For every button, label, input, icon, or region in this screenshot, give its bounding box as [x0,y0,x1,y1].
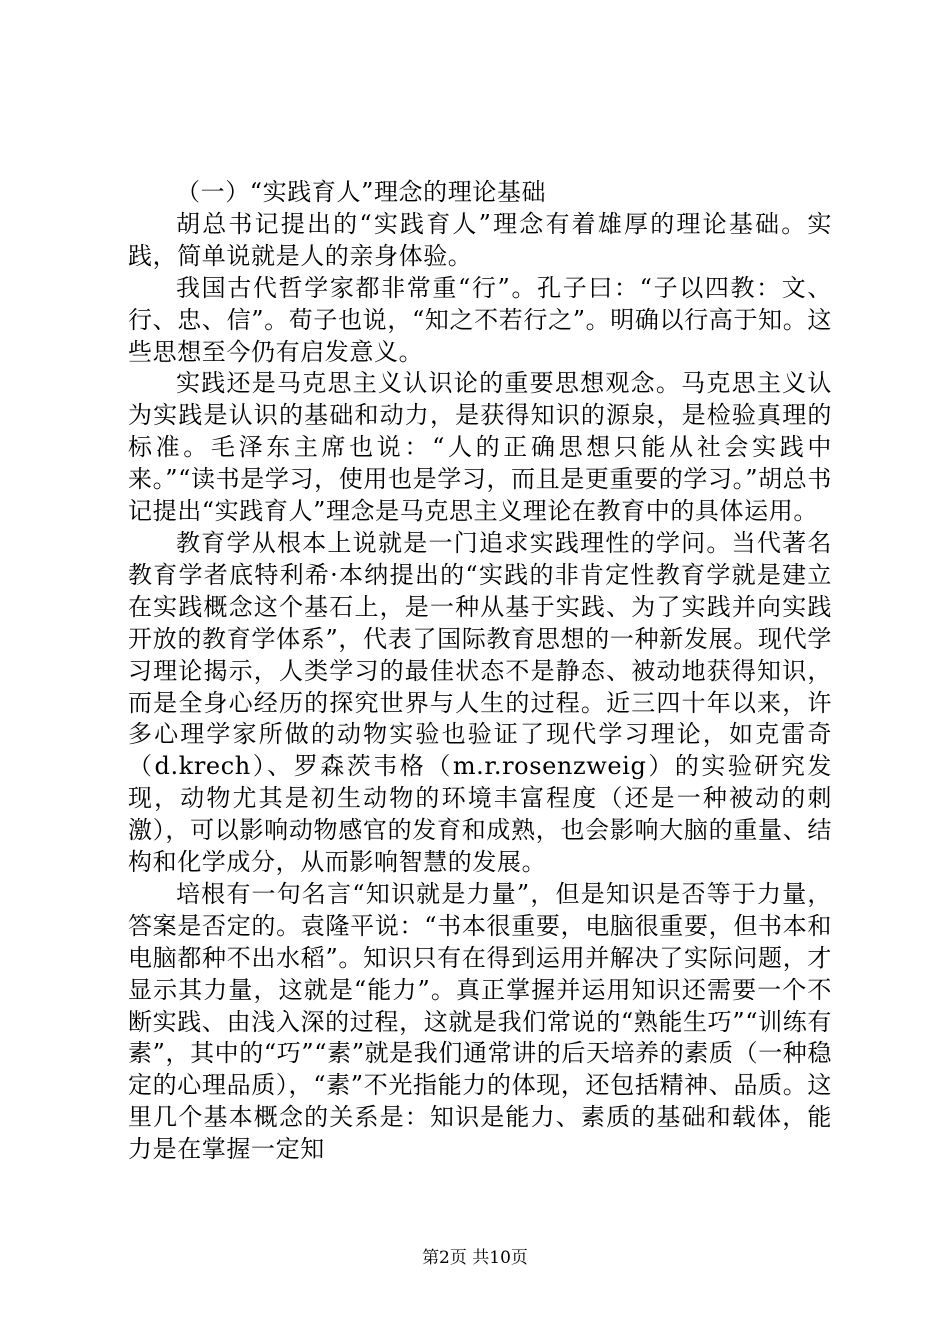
document-body [128,177,832,1166]
section-heading: （一）“实践育人”理念的理论基础 [176,178,547,206]
paragraph: 培根有一句名言“知识就是力量”，但是知识是否等于力量，答案是否定的。袁隆平说：“书本很重要，电脑很重要，但书本和电脑都种不出水稻”。知识只有在得到运用并解决了实际问题，才显示其力量，这就是“能力”。真正掌握并运用知识还需要一个不断实践、由浅入深的过程，这就是我们常说的“熟能生巧”“训练有素”，其中的“巧”“素”就是我们通常讲的后天培养的素质（一种稳定的心理品质），“素”不光指能力的体现，还包括精神、品质。这里几个基本概念的关系是：知识是能力、素质的基础和载体，能力是在掌握一定知 [128,879,832,1164]
paragraph: 教育学从根本上说就是一门追求实践理性的学问。当代著名教育学者底特利希·本纳提出的“实践的非肯定性教育学就是建立在实践概念这个基石上，是一种从基于实践、为了实践并向实践开放的教育学体系”，代表了国际教育思想的一种新发展。现代学习理论揭示，人类学习的最佳状态不是静态、被动地获得知识，而是全身心经历的探究世界与人生的过程。近三四十年以来，许多心理学家所做的动物实验也验证了现代学习理论，如克雷奇（d.krech）、罗森茨韦格（m.r.rosenzweig）的实验研究发现，动物尤其是初生动物的环境丰富程度（还是一种被动的刺激），可以影响动物感官的发育和成熟，也会影响大脑的重量、结构和化学成分，从而影响智慧的发展。 [128,528,832,877]
paragraph: 实践还是马克思主义认识论的重要思想观念。马克思主义认为实践是认识的基础和动力，是获得知识的源泉，是检验真理的标准。毛泽东主席也说：“人的正确思想只能从社会实践中来。”“读书是学习，使用也是学习，而且是更重要的学习。”胡总书记提出“实践育人”理念是马克思主义理论在教育中的具体运用。 [128,369,832,526]
paragraph: 胡总书记提出的“实践育人”理念有着雄厚的理论基础。实践，简单说就是人的亲身体验。 [128,209,832,270]
page-number-footer: 第2页 共10页 [422,1248,528,1268]
paragraph: 我国古代哲学家都非常重“行”。孔子曰：“子以四教：文、行、忠、信”。荀子也说，“知之不若行之”。明确以行高于知。这些思想至今仍有启发意义。 [128,273,832,366]
